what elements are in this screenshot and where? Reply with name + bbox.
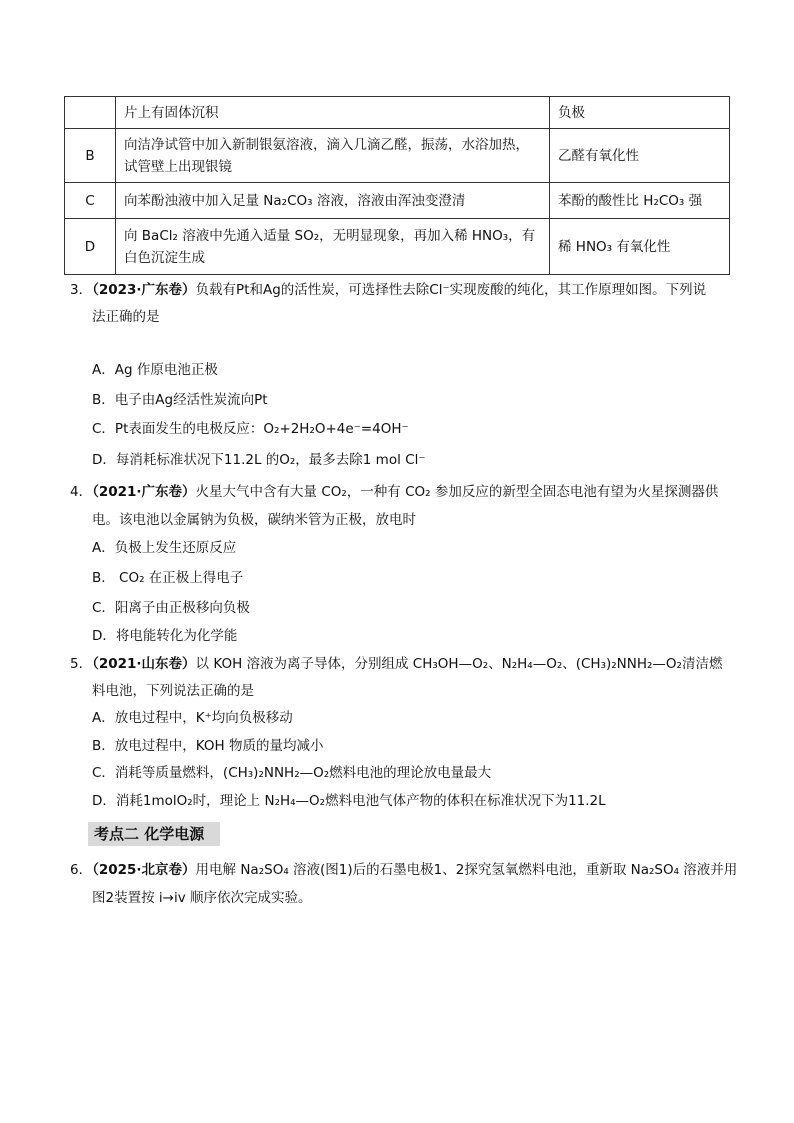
table-row	[65, 129, 730, 183]
question-number: 6．	[70, 862, 93, 878]
question-5-stem	[70, 654, 722, 674]
table-cell-text: 向 BaCl₂ 溶液中先通入适量 SO₂，无明显现象，再加入稀 HNO₃，有白色沉淀生成	[116, 219, 550, 275]
option-b: B． CO₂ 在正极上得电子	[92, 570, 244, 586]
question-3-stem-cont: 法正确的是	[92, 309, 160, 325]
option-d: D．将电能转化为化学能	[92, 628, 238, 644]
option-c: C．阳离子由正极移向负极	[92, 600, 250, 616]
question-4-stem-cont: 电。该电池以金属钠为负极，碳纳米管为正极，放电时	[92, 512, 416, 528]
table-cell-text: 向洁净试管中加入新制银氨溶液，滴入几滴乙醛，振荡，水浴加热，试管壁上出现银镜	[116, 129, 550, 183]
question-number: 5．	[70, 656, 93, 672]
table-cell-conclusion: 负极	[550, 97, 730, 129]
experiment-table	[64, 96, 730, 275]
question-stem-text: 用电解 Na₂SO₄ 溶液(图1)后的石墨电极1、2探究氢氧燃料电池，重新取 Na₂SO₄ 溶液并用	[195, 862, 738, 878]
option-d: D．每消耗标准状况下11.2L 的O₂，最多去除1 mol Cl⁻	[92, 452, 426, 468]
question-5-stem-cont: 料电池，下列说法正确的是	[92, 683, 254, 699]
section-heading: 考点二 化学电源	[88, 822, 220, 846]
table-cell-text: 片上有固体沉积	[116, 97, 550, 129]
option-c: C．消耗等质量燃料，(CH₃)₂NNH₂—O₂燃料电池的理论放电量最大	[92, 765, 492, 781]
question-4-stem	[70, 482, 718, 502]
option-a: A．放电过程中，K⁺均向负极移动	[92, 710, 293, 726]
option-b: B．电子由Ag经活性炭流向Pt	[92, 392, 268, 408]
question-stem-text: 负载有Pt和Ag的活性炭，可选择性去除Cl⁻实现废酸的纯化，其工作原理如图。下列说	[195, 282, 707, 298]
question-6-stem-cont: 图2装置按 i→iv 顺序依次完成实验。	[92, 890, 312, 906]
table-cell-conclusion: 稀 HNO₃ 有氧化性	[550, 219, 730, 275]
table-row	[65, 97, 730, 129]
question-3-stem	[70, 280, 706, 300]
question-source: （2025·北京卷）	[92, 862, 196, 878]
question-stem-text: 火星大气中含有大量 CO₂，一种有 CO₂ 参加反应的新型全固态电池有望为火星探测器供	[195, 484, 719, 500]
option-d: D．消耗1molO₂时，理论上 N₂H₄—O₂燃料电池气体产物的体积在标准状况下为11.2L	[92, 793, 606, 809]
table-cell-label	[65, 97, 116, 129]
question-source: （2021·广东卷）	[92, 484, 196, 500]
table-cell-conclusion: 苯酚的酸性比 H₂CO₃ 强	[550, 183, 730, 219]
question-source: （2023·广东卷）	[92, 282, 196, 298]
question-stem-text: 以 KOH 溶液为离子导体，分别组成 CH₃OH—O₂、N₂H₄—O₂、(CH₃)₂NNH₂—O₂清洁燃	[195, 656, 723, 672]
option-b: B．放电过程中，KOH 物质的量均减小	[92, 738, 324, 754]
option-a: A．Ag 作原电池正极	[92, 362, 218, 378]
question-number: 4．	[70, 484, 93, 500]
question-number: 3．	[70, 282, 93, 298]
table-cell-label: B	[65, 129, 116, 183]
question-source: （2021·山东卷）	[92, 656, 196, 672]
table-cell-text: 向苯酚浊液中加入足量 Na₂CO₃ 溶液，溶液由浑浊变澄清	[116, 183, 550, 219]
table-cell-label: D	[65, 219, 116, 275]
option-a: A．负极上发生还原反应	[92, 540, 237, 556]
option-c: C．Pt表面发生的电极反应：O₂+2H₂O+4e⁻=4OH⁻	[92, 421, 409, 437]
table-row	[65, 183, 730, 219]
question-6-stem	[70, 860, 737, 880]
table-row	[65, 219, 730, 275]
table-cell-conclusion: 乙醛有氧化性	[550, 129, 730, 183]
table-cell-label: C	[65, 183, 116, 219]
